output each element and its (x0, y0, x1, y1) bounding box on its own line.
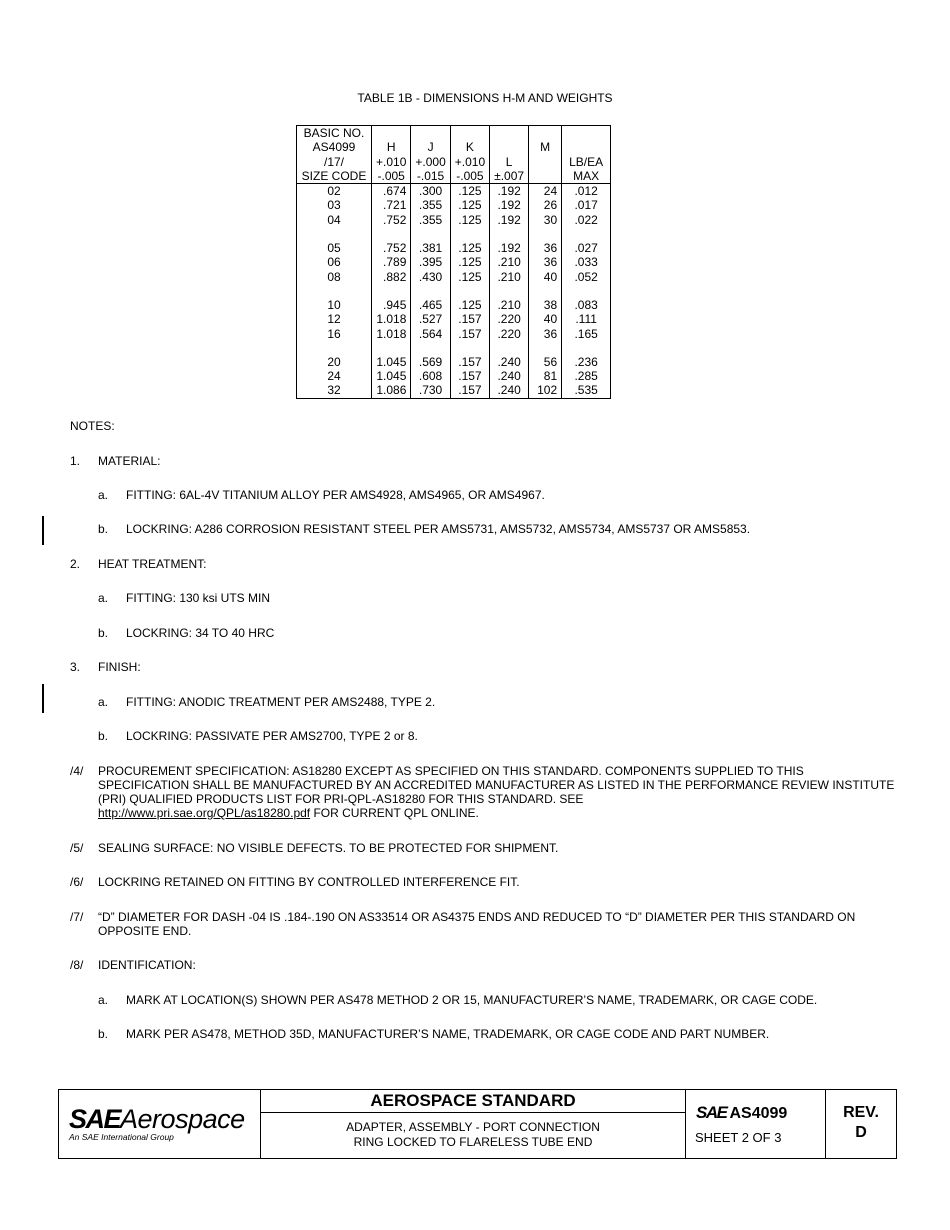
column-header (372, 126, 411, 184)
standard-title: AEROSPACE STANDARD (261, 1090, 685, 1113)
revision-value: D (855, 1124, 867, 1141)
table-row (297, 270, 611, 284)
table-cell: 36 (529, 241, 562, 255)
table-cell: .210 (490, 270, 529, 284)
table-cell: .789 (372, 255, 411, 269)
table-cell: 12 (297, 312, 372, 326)
spacer-cell (372, 341, 411, 355)
table-cell: .125 (450, 255, 489, 269)
table-cell: .022 (562, 213, 611, 227)
table-row (297, 327, 611, 341)
note-3-number: 3. (70, 660, 81, 674)
column-header-line: -.005 (377, 168, 405, 183)
table-cell: .240 (490, 369, 529, 383)
note-2a-label: a. (98, 591, 109, 605)
table-cell: .674 (372, 184, 411, 199)
table-cell: 08 (297, 270, 372, 284)
table-cell: 10 (297, 298, 372, 312)
table-cell: .430 (411, 270, 450, 284)
spacer-cell (529, 227, 562, 241)
table-cell: .527 (411, 312, 450, 326)
column-header-line: +.010 (376, 154, 407, 169)
table-row (297, 355, 611, 369)
note-6-text: LOCKRING RETAINED ON FITTING BY CONTROLLED INTERFERENCE FIT. (98, 875, 520, 889)
table-row (297, 241, 611, 255)
column-header-line: +.010 (454, 154, 486, 169)
sae-aerospace-logo (69, 1104, 245, 1142)
column-header-line: BASIC NO. (303, 126, 365, 140)
change-bar (42, 516, 44, 545)
group-spacer (297, 341, 611, 355)
table-cell: .157 (450, 355, 489, 369)
table-cell: .564 (411, 327, 450, 341)
spacer-cell (490, 341, 529, 355)
note-3-text: FINISH: (98, 660, 141, 674)
table-cell: 38 (529, 298, 562, 312)
note-7-text: “D” DIAMETER FOR DASH -04 IS .184-.190 ON AS33514 OR AS4375 ENDS AND REDUCED TO “D” DIAMETER PER THIS STANDARD ON OPPOSITE END. (98, 910, 856, 938)
table-cell: 32 (297, 383, 372, 398)
table-cell: .882 (372, 270, 411, 284)
table-cell: .220 (490, 312, 529, 326)
table-cell: .752 (372, 241, 411, 255)
table-cell: 56 (529, 355, 562, 369)
logo-cell (59, 1090, 261, 1158)
note-8b-text: MARK PER AS478, METHOD 35D, MANUFACTURER’S NAME, TRADEMARK, OR CAGE CODE AND PART NUMBER. (126, 1027, 770, 1041)
note-8a-text: MARK AT LOCATION(S) SHOWN PER AS478 METHOD 2 OR 15, MANUFACTURER’S NAME, TRADEMARK, OR CAGE CODE. (126, 993, 818, 1007)
column-header (562, 126, 611, 184)
table-cell: 03 (297, 198, 372, 212)
table-cell: 36 (529, 327, 562, 341)
note-4-paragraph (98, 764, 898, 820)
column-header-line: -.015 (416, 168, 445, 183)
note-3a-text: FITTING: ANODIC TREATMENT PER AMS2488, TYPE 2. (126, 695, 436, 709)
table-cell: .210 (490, 255, 529, 269)
table-cell: .192 (490, 241, 529, 255)
table-cell: 102 (529, 383, 562, 398)
table-cell: 40 (529, 312, 562, 326)
group-spacer (297, 227, 611, 241)
spacer-cell (372, 227, 411, 241)
column-header-line: +.000 (415, 154, 446, 169)
column-header (529, 126, 562, 184)
table-cell: .300 (411, 184, 450, 199)
table-cell: .157 (450, 383, 489, 398)
note-8-text: IDENTIFICATION: (98, 958, 196, 972)
table-cell: .569 (411, 355, 450, 369)
note-2a-text: FITTING: 130 ksi UTS MIN (126, 591, 271, 605)
spacer-cell (297, 284, 372, 298)
table-cell: 02 (297, 184, 372, 199)
table-cell: .157 (450, 327, 489, 341)
table-cell: .236 (562, 355, 611, 369)
table-cell: 30 (529, 213, 562, 227)
table-cell: .083 (562, 298, 611, 312)
table-cell: .125 (450, 298, 489, 312)
table-cell: 1.086 (372, 383, 411, 398)
table-cell: .945 (372, 298, 411, 312)
spacer-cell (411, 341, 450, 355)
table-cell: .285 (562, 369, 611, 383)
spacer-cell (562, 284, 611, 298)
table-title: TABLE 1B - DIMENSIONS H-M AND WEIGHTS (357, 91, 613, 105)
column-header-line: H (386, 140, 396, 155)
note-1a-text: FITTING: 6AL-4V TITANIUM ALLOY PER AMS4928, AMS4965, OR AMS4967. (126, 488, 545, 502)
table-cell: 06 (297, 255, 372, 269)
spacer-cell (411, 227, 450, 241)
notes-heading: NOTES: (70, 419, 115, 433)
table-cell: 04 (297, 213, 372, 227)
column-header-line: M (540, 140, 551, 154)
table-cell: .465 (411, 298, 450, 312)
dimensions-table (296, 125, 611, 399)
table-cell: .033 (562, 255, 611, 269)
spacer-cell (297, 341, 372, 355)
table-cell: 1.045 (372, 355, 411, 369)
table-cell: 26 (529, 198, 562, 212)
document-number-text: AS4099 (729, 1105, 788, 1122)
column-header-line: /17/ (323, 154, 344, 169)
table-cell: .752 (372, 213, 411, 227)
table-row (297, 198, 611, 212)
description-line-2: RING LOCKED TO FLARELESS TUBE END (353, 1135, 593, 1149)
note-3b-label: b. (98, 729, 109, 743)
table-row (297, 383, 611, 398)
note-2-text: HEAT TREATMENT: (98, 557, 207, 571)
logo-sae-mark: SAE (69, 1104, 121, 1134)
note-7-number: /7/ (70, 910, 84, 924)
revision (826, 1103, 896, 1143)
table-cell: .240 (490, 383, 529, 398)
note-2-number: 2. (70, 557, 81, 571)
table-cell: .125 (450, 184, 489, 199)
note-5-number: /5/ (70, 841, 84, 855)
table-cell: .165 (562, 327, 611, 341)
table-cell: .012 (562, 184, 611, 199)
spacer-cell (490, 284, 529, 298)
spacer-cell (450, 341, 489, 355)
table-cell: .381 (411, 241, 450, 255)
note-4-text: PROCUREMENT SPECIFICATION: AS18280 EXCEPT AS SPECIFIED ON THIS STANDARD. COMPONENTS SUPPLIED TO THIS SPECIFICATION SHALL BE MANUFACTURED BY AN ACCREDITED MANUFACTURER AS LISTED IN THE PERFORMANCE REVIEW INSTITUTE (PRI) QUALIFIED PRODUCTS LIST FOR PRI-QPL-AS18280 FOR THIS STANDARD. SEE (98, 764, 895, 806)
standard-description (261, 1120, 685, 1150)
column-header (297, 126, 372, 184)
spacer-cell (529, 341, 562, 355)
table-row (297, 298, 611, 312)
group-spacer (297, 284, 611, 298)
note-1-text: MATERIAL: (98, 454, 161, 468)
note-2b-text: LOCKRING: 34 TO 40 HRC (126, 626, 275, 640)
table-row (297, 255, 611, 269)
column-header-line: L (505, 154, 513, 169)
table-cell: 1.018 (372, 312, 411, 326)
column-header (490, 126, 529, 184)
note-1b-text: LOCKRING: A286 CORROSION RESISTANT STEEL PER AMS5731, AMS5732, AMS5734, AMS5737 OR AMS5853. (126, 522, 751, 536)
table-row (297, 369, 611, 383)
note-8-number: /8/ (70, 958, 84, 972)
note-6-number: /6/ (70, 875, 84, 889)
table-row (297, 184, 611, 199)
spacer-cell (490, 227, 529, 241)
document-cell (686, 1090, 826, 1158)
table-cell: .192 (490, 198, 529, 212)
table-cell: .220 (490, 327, 529, 341)
table-cell: .192 (490, 213, 529, 227)
table-cell: .535 (562, 383, 611, 398)
note-3a-label: a. (98, 695, 109, 709)
column-header-line: ±.007 (494, 168, 525, 183)
table-cell: 24 (529, 184, 562, 199)
column-header-line: MAX (573, 168, 600, 183)
table-cell: .355 (411, 198, 450, 212)
table-cell: .730 (411, 383, 450, 398)
note-5-text: SEALING SURFACE: NO VISIBLE DEFECTS. TO BE PROTECTED FOR SHIPMENT. (98, 841, 559, 855)
note-3b-text: LOCKRING: PASSIVATE PER AMS2700, TYPE 2 or 8. (126, 729, 418, 743)
table-cell: 36 (529, 255, 562, 269)
table-cell: 1.018 (372, 327, 411, 341)
revision-cell (826, 1090, 896, 1158)
table-cell: .157 (450, 369, 489, 383)
table-cell: .608 (411, 369, 450, 383)
table-cell: .395 (411, 255, 450, 269)
table-cell: .240 (490, 355, 529, 369)
table-cell: 20 (297, 355, 372, 369)
table-cell: .210 (490, 298, 529, 312)
spacer-cell (450, 284, 489, 298)
table-cell: .125 (450, 241, 489, 255)
note-1-number: 1. (70, 454, 81, 468)
table-cell: .192 (490, 184, 529, 199)
table-cell: .017 (562, 198, 611, 212)
column-header-line: -.005 (456, 168, 484, 183)
column-header-line: K (465, 140, 474, 155)
column-header-line: AS4099 (312, 140, 356, 155)
column-header (411, 126, 450, 184)
logo-aerospace-word: Aerospace (120, 1104, 245, 1134)
table-body (297, 184, 611, 399)
table-cell: .157 (450, 312, 489, 326)
spacer-cell (562, 341, 611, 355)
table-cell: 16 (297, 327, 372, 341)
column-header-line: SIZE CODE (301, 168, 367, 183)
sheet-number: SHEET 2 OF 3 (695, 1130, 782, 1145)
spacer-cell (411, 284, 450, 298)
revision-label: REV. (843, 1104, 879, 1121)
table-cell: 40 (529, 270, 562, 284)
title-block (58, 1089, 897, 1159)
column-header (450, 126, 489, 184)
table-cell: .052 (562, 270, 611, 284)
spacer-cell (297, 227, 372, 241)
table-cell: .125 (450, 198, 489, 212)
table-cell: 1.045 (372, 369, 411, 383)
document-number (696, 1103, 787, 1123)
qpl-link[interactable]: http://www.pri.sae.org/QPL/as18280.pdf (98, 806, 311, 820)
spacer-cell (450, 227, 489, 241)
note-8b-label: b. (98, 1027, 109, 1041)
note-2b-label: b. (98, 626, 109, 640)
logo-tagline: An SAE International Group (69, 1132, 174, 1142)
table-cell: .355 (411, 213, 450, 227)
table-cell: .111 (562, 312, 611, 326)
table-cell: .125 (450, 270, 489, 284)
table-cell: .027 (562, 241, 611, 255)
table-cell: 81 (529, 369, 562, 383)
table-cell: .125 (450, 213, 489, 227)
spacer-cell (372, 284, 411, 298)
spacer-cell (562, 227, 611, 241)
column-header-line: J (427, 140, 434, 155)
sae-mini-logo: SAE (696, 1103, 727, 1122)
table-header-row (297, 126, 611, 184)
title-cell (261, 1090, 686, 1158)
table-row (297, 213, 611, 227)
note-1a-label: a. (98, 488, 109, 502)
table-cell: 05 (297, 241, 372, 255)
note-1b-label: b. (98, 522, 109, 536)
change-bar (42, 684, 44, 713)
table-cell: .721 (372, 198, 411, 212)
table-row (297, 312, 611, 326)
note-4-number: /4/ (70, 764, 84, 778)
table-cell: 24 (297, 369, 372, 383)
description-line-1: ADAPTER, ASSEMBLY - PORT CONNECTION (346, 1120, 600, 1134)
note-8a-label: a. (98, 993, 109, 1007)
spacer-cell (529, 284, 562, 298)
column-header-line: LB/EA (569, 154, 604, 169)
note-4-tail: FOR CURRENT QPL ONLINE. (310, 806, 479, 820)
